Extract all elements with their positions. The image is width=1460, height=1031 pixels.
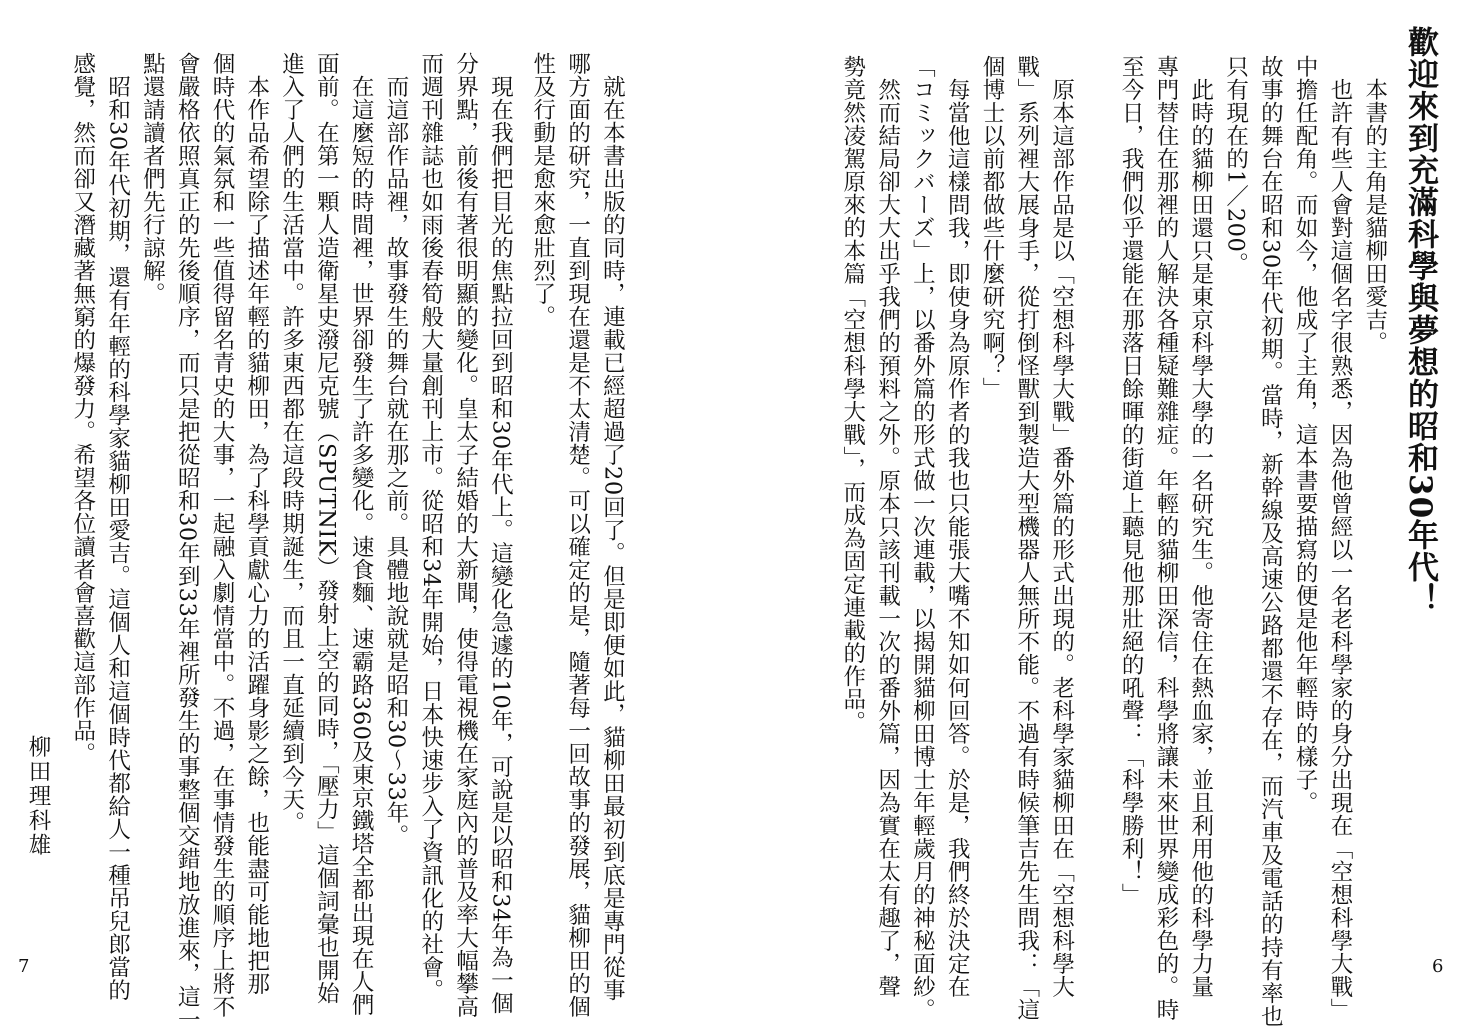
page-number-left: 7 <box>18 956 30 977</box>
left-page-upper-paragraph: 就在本書出版的同時，連載已經超過了20回了。但是即便如此，貓柳田最初到底是專門從事 哪方面的研究，一直到現在還是不太清楚。可以確定的是，隨著每一回故事的發展，貓柳田的個 性及行動是愈來愈壯烈了。 <box>529 52 626 1018</box>
author-signature: 柳田理科雄 <box>25 735 51 858</box>
left-page-lower-paragraphs: 現在我們把目光的焦點拉回到昭和30年代上。這變化急遽的10年，可說是以昭和34年為一個 分界點，前後有著很明顯的變化。皇太子結婚的大新聞，使得電視機在家庭內的普及率大幅攀高 而週刊雜誌也如雨後春筍般大量創刊上市。從昭和34年開始，日本快速步入了資訊化的社會。 而這部作品裡，故事發生的舞台就在那之前。具體地說就是昭和30～33年。 在這麼短的時間裡，世界卻發生了許多變化。速食麵、速霸路360及東京鐵塔全都出現在人們 面前。在第一顆人造衛星史潑尼克號（SPUTNIK）發射上空的同時，「壓力」這個詞彙也開始 進入了人們的生活當中。許多東西都在這段時期誕生，而且一直延續到今天。 本作品希望除了描述年輕的貓柳田，為了科學貢獻心力的活躍身影之餘，也能盡可能地把那 個時代的氣氛和一些值得留名青史的大事，一起融入劇情當中。不過，在事情發生的順序上將不 會嚴格依照真正的先後順序，而只是把從昭和30年到33年裡所發生的事整個交錯地放進來，這一 點還請讀者們先行諒解。 昭和30年代初期，還有年輕的科學家貓柳田愛吉。這個人和這個時代都給人一種吊兒郎當的 感覺，然而卻又潛藏著無窮的爆發力。希望各位讀者會喜歡這部作品。 <box>69 52 514 1031</box>
page-number-right: 6 <box>1432 956 1444 977</box>
chapter-heading: 歡迎來到充滿科學與夢想的昭和30年代！ <box>1402 26 1438 616</box>
right-page-body: 本書的主角是貓柳田愛吉。 也許有些人會對這個名字很熟悉，因為他曾經以一名老科學家的身分出現在「空想科學大戰」 中擔任配角。而如今，他成了主角，這本書要描寫的便是他年輕時的樣子。 故事的舞台在昭和30年代初期。當時，新幹線及高速公路都還不存在，而汽車及電話的持有率也 只有現在的1／200。 此時的貓柳田還只是東京科學大學的一名研究生。他寄住在熱血家，並且利用他的科學力量 專門替住在那裡的人解決各種疑難雜症。年輕的貓柳田深信，科學將讓未來世界變成彩色的。時 至今日，我們似乎還能在那落日餘暉的街道上聽見他那壯絕的吼聲：「科學勝利！」 原本這部作品是以「空想科學大戰」番外篇的形式出現的。老科學家貓柳田在「空想科學大 戰」系列裡大展身手，從打倒怪獸到製造大型機器人無所不能。不過有時候筆吉先生問我：「這 個博士以前都做些什麼研究啊？」 每當他這樣問我，即使身為原作者的我也只能張大嘴不知如何回答。於是，我們終於決定在 「コミックバーズ」上，以番外篇的形式做一次連載，以揭開貓柳田博士年輕歲月的神秘面紗。 然而結局卻大大出乎我們的預料之外。原本只該刊載一次的番外篇，因為實在太有趣了，聲 勢竟然凌駕原來的本篇「空想科學大戰」，而成為固定連載的作品。 <box>839 55 1388 1028</box>
